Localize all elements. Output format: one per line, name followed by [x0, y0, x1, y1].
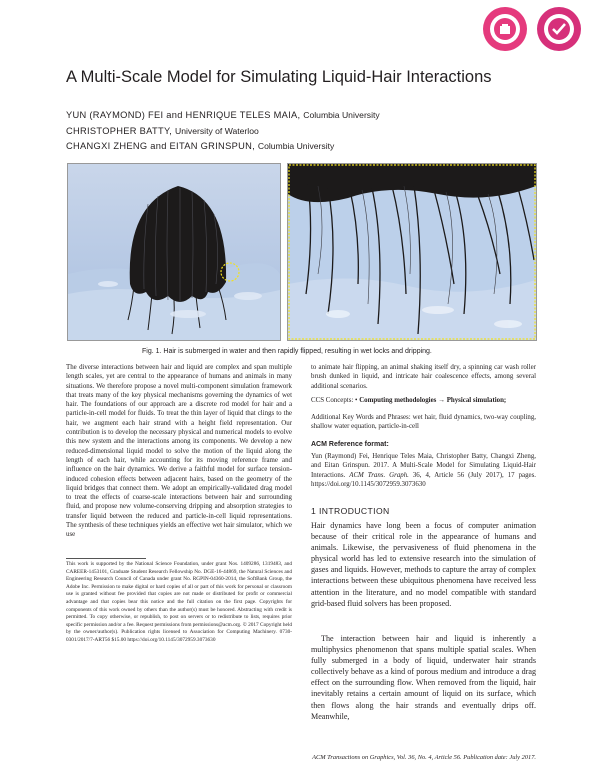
author-affiliation: Columbia University: [303, 110, 380, 120]
footnote-text: This work is supported by the National Science Foundation, under grant Nos. 1409286, 1319483, and CAREER-1453101, Graduate Student Research Fellowship No. DGE-16-44869, the Natural Sciences and Engineering Research Council of Canada under grant No. RGPIN-04360-2014, the SoftBank Group, the Adobe Inc. Permission to make digital or hard copies of all or part of this work for personal or classroom use is granted without fee provided that copies are not made or distributed for profit or commercial advantage and that copies bear this notice and the full citation on the first page. Copyrights for components of this work owned by others than the author(s) must be honored. Abstracting with credit is permitted. To copy otherwise, or republish, to post on servers or to redistribute to lists, requires prior specific permission and/or a fee. Request permissions from permissions@acm.org. © 2017 Copyright held by the owner/author(s). Publication rights licensed to Association for Computing Machinery. 0730-0301/2017/7-ART56 $15.00 https://doi.org/10.1145/3072959.3073630: [66, 561, 292, 643]
ccs-item-1: Computing methodologies: [359, 397, 437, 404]
section-heading-introduction: 1 INTRODUCTION: [311, 506, 390, 516]
abstract-text: The diverse interactions between hair and liquid are complex and span multiple length scales, yet are central to the appearance of humans and animals in many situations. We therefore propose a novel multi-component simulation framework that treats many of the key physical mechanisms governing the dynamics of wet hair. The foundations of our approach are a discrete rod model for hair and a particle-in-cell model for fluids. To treat the thin layer of liquid that clings to the hair, we augment each hair strand with a height field representation. Our contribution is to develop the necessary physical and numerical models to evolve this new system and the interactions among its components. We develop a new reduced-dimensional liquid model to solve the motion of the liquid along the length of each hair, while accounting for its moving reference frame and influence on the hair dynamics. We derive a faithful model for surface tension-induced cohesion effects between adjacent hairs, based on the geometry of the liquid bridges that connect them. We adopt an empirically-validated drag model to treat the effects of coarse-scale interactions between hair and surrounding fluid, and propose new volume-conserving dripping and absorption strategies to transfer liquid between the reduced and particle-in-cell liquid representations. The synthesis of these techniques yields an effective wet hair simulator, which we use: [66, 364, 292, 539]
acm-reference-volume: 36, 4, Article 56 (July 2017), 17 pages.: [408, 471, 536, 479]
author-affiliation: University of Waterloo: [175, 126, 259, 136]
figure-1-left-image: [67, 163, 281, 341]
additional-keywords: Additional Key Words and Phrases: wet hair, fluid dynamics, two-way coupling, shallow water equation, particle-in-cell: [311, 414, 536, 431]
author-names: CHRISTOPHER BATTY,: [66, 126, 173, 136]
author-names: CHANGXI ZHENG and EITAN GRINSPUN,: [66, 141, 255, 151]
intro-paragraph-2: The interaction between hair and liquid is inherently a multiphysics phenomenon that spans multiple spatial scales. When fully submerged in a body of liquid, underwater hair strands collectively behave as a kind of porous medium and introduce a drag effect on the surrounding flow. When removed from the liquid, hair inevitably retains a certain amount of liquid on its surface, which then flows along the hair strands and eventually drips off. Meanwhile,: [311, 634, 536, 721]
ccs-concepts: [311, 396, 536, 405]
ccs-item-2: Physical simulation;: [446, 397, 507, 404]
author-line-2: [66, 126, 259, 136]
acm-reference-authors: Yun (Raymond) Fei, Henrique Teles Maia, Christopher Batty, Changxi Zheng, and Eitan Grinspun. 2017. A Multi-Scale Model for Simulating Liquid-Hair Interactions.: [311, 453, 536, 479]
acm-reference-journal: ACM Trans. Graph.: [349, 471, 409, 479]
ccs-label: CCS Concepts: •: [311, 397, 358, 404]
paper-title: A Multi-Scale Model for Simulating Liquid-Hair Interactions: [66, 68, 492, 86]
author-line-3: [66, 141, 334, 151]
figure-1-right-image: [287, 163, 537, 341]
running-footer: ACM Transactions on Graphics, Vol. 36, No. 4, Article 56. Publication date: July 2017.: [312, 754, 536, 761]
acm-reference-doi[interactable]: https://doi.org/10.1145/3072959.3073630: [311, 480, 426, 488]
acm-reference-heading: ACM Reference format:: [311, 441, 389, 448]
acm-reference-text: [311, 452, 536, 489]
author-names: YUN (RAYMOND) FEI and HENRIQUE TELES MAIA,: [66, 110, 301, 120]
ccs-arrow: →: [436, 397, 447, 404]
abstract-continuation: to animate hair flipping, an animal shaking itself dry, a spinning car wash roller brush dunked in liquid, and intricate hair coalescence effects, among several additional scenarios.: [311, 364, 536, 390]
footnote-divider: [66, 558, 146, 559]
artifacts-available-badge: [482, 6, 528, 52]
author-affiliation: Columbia University: [257, 141, 335, 151]
intro-paragraph-1: Hair dynamics have long been a focus of computer animation because of their critical role in the appearance of humans and animals. Likewise, the pervasiveness of fluid phenomena in the physical world has led to extensive research into the simulation of gases and liquids. However, methods to capture the array of complex interactions between these ubiquitous phenomena have received less attention in the literature, and no model compatible with standard grid-based fluid solvers has been proposed.: [311, 521, 536, 608]
figure-caption: Fig. 1. Hair is submerged in water and then rapidly flipped, resulting in wet locks and dripping.: [142, 348, 432, 355]
author-line-1: [66, 110, 380, 120]
artifacts-evaluated-badge: [536, 6, 582, 52]
